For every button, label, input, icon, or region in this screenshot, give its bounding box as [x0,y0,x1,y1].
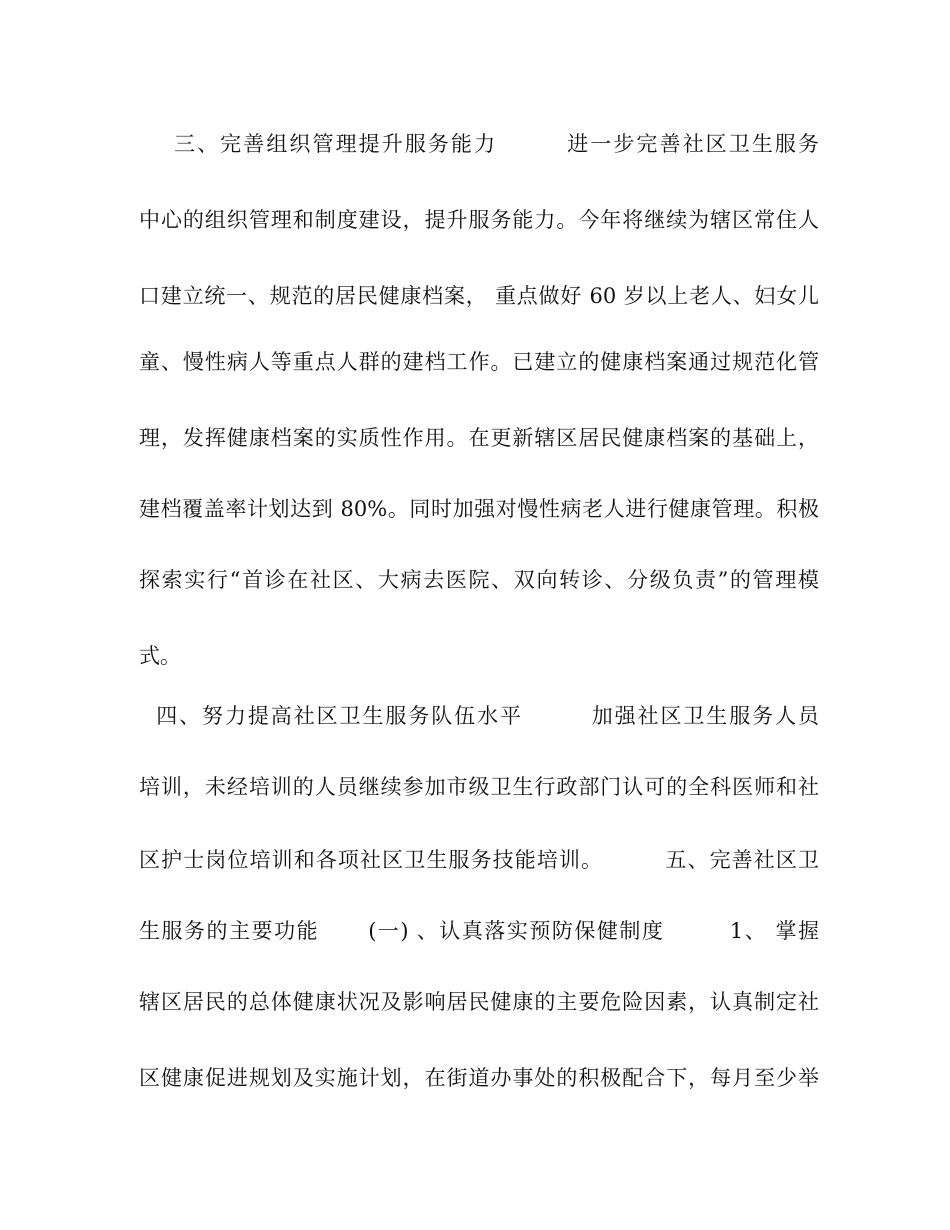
text-line: 建档覆盖率计划达到 80%。同时加强对慢性病老人进行健康管理。积极 [139,497,819,521]
text-line: 生服务的主要功能 (一) 、认真落实预防保健制度 1、 掌握 [139,919,819,943]
text-line: 辖区居民的总体健康状况及影响居民健康的主要危险因素，认真制定社 [139,990,819,1014]
text-line: 区护士岗位培训和各项社区卫生服务技能培训。 五、完善社区卫 [139,848,819,872]
text-line: 中心的组织管理和制度建设，提升服务能力。今年将继续为辖区常住人 [139,208,819,232]
text-line: 童、慢性病人等重点人群的建档工作。已建立的健康档案通过规范化管 [139,350,819,374]
text-line: 四、努力提高社区卫生服务队伍水平 加强社区卫生服务人员 [139,704,819,728]
text-line: 理，发挥健康档案的实质性作用。在更新辖区居民健康档案的基础上， [139,426,819,450]
text-line: 三、完善组织管理提升服务能力 进一步完善社区卫生服务 [139,132,819,156]
text-line: 区健康促进规划及实施计划，在街道办事处的积极配合下，每月至少举 [139,1066,819,1090]
text-line: 口建立统一、规范的居民健康档案， 重点做好 60 岁以上老人、妇女儿 [139,284,819,308]
text-line: 培训，未经培训的人员继续参加市级卫生行政部门认可的全科医师和社 [139,775,819,799]
text-line: 探索实行“首诊在社区、大病去医院、双向转诊、分级负责”的管理模 [139,568,819,592]
text-line: 式。 [139,644,181,668]
